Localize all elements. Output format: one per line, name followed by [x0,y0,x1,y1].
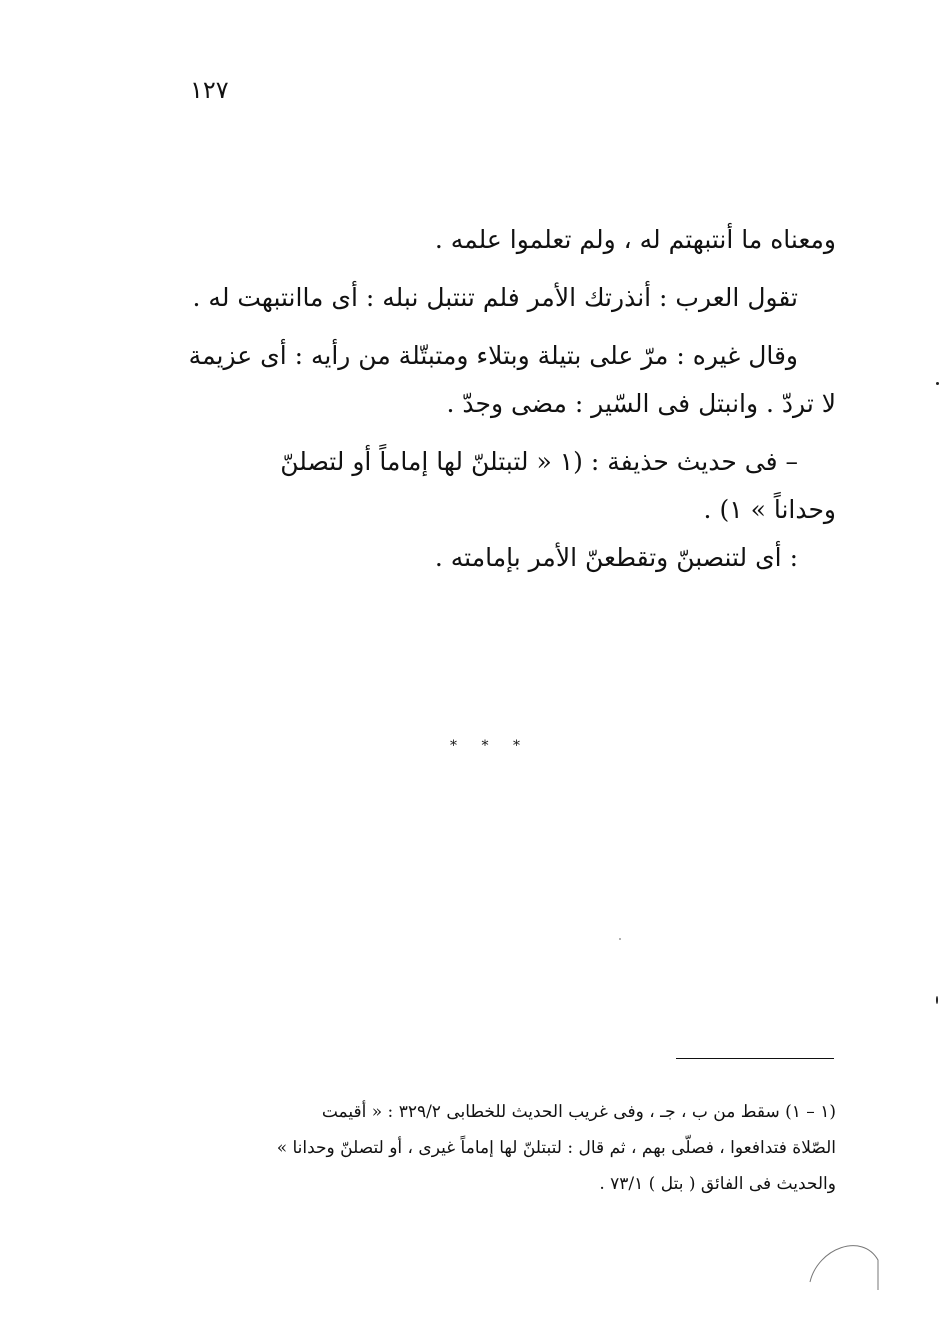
paragraph-hadith-continued: وحداناً » ١) . [703,495,836,524]
page-number: ١٢٧ [190,76,229,104]
scan-speck [619,938,621,940]
paragraph-others-say: وقال غيره : مرّ على بتيلة وبتلاء ومتبتّلة من رأيه : أى عزيمة [188,341,798,370]
paragraph-arabs-say: تقول العرب : أنذرتك الأمر فلم تنتبل نبله : أى ماانتبهت له . [192,283,798,312]
footnote [168,1094,836,1202]
paragraph-others-say-continued: لا تردّ . وانبتل فى السّير : مضى وجدّ . [446,389,836,418]
footnote-separator [676,1058,834,1059]
scan-speck [936,996,938,1004]
footnote-line: الصّلاة فتدافعوا ، فصلّى بهم ، ثم قال : لتبتلنّ لها إماماً غيرى ، أو لتصلنّ وحدانا » [276,1138,836,1158]
section-ornament: * * * [450,738,530,754]
paragraph-hadith: – فى حديث حذيفة : (١ « لتبتلنّ لها إماماً أو لتصلنّ [280,447,798,476]
paragraph-meaning: ومعناه ما أنتبهتم له ، ولم تعلموا علمه . [434,225,836,254]
paragraph-explanation: : أى لتنصبنّ وتقطعنّ الأمر بإمامته . [434,543,798,572]
scan-speck [936,382,939,385]
main-text [168,216,836,582]
page-curl-mark [808,1236,880,1292]
footnote-line: والحديث فى الفائق ( بتل ) ٧٣/١ . [599,1174,836,1194]
footnote-line: (١ – ١) سقط من ب ، جـ ، وفى غريب الحديث للخطابى ٣٢٩/٢ : « أقيمت [321,1102,836,1122]
